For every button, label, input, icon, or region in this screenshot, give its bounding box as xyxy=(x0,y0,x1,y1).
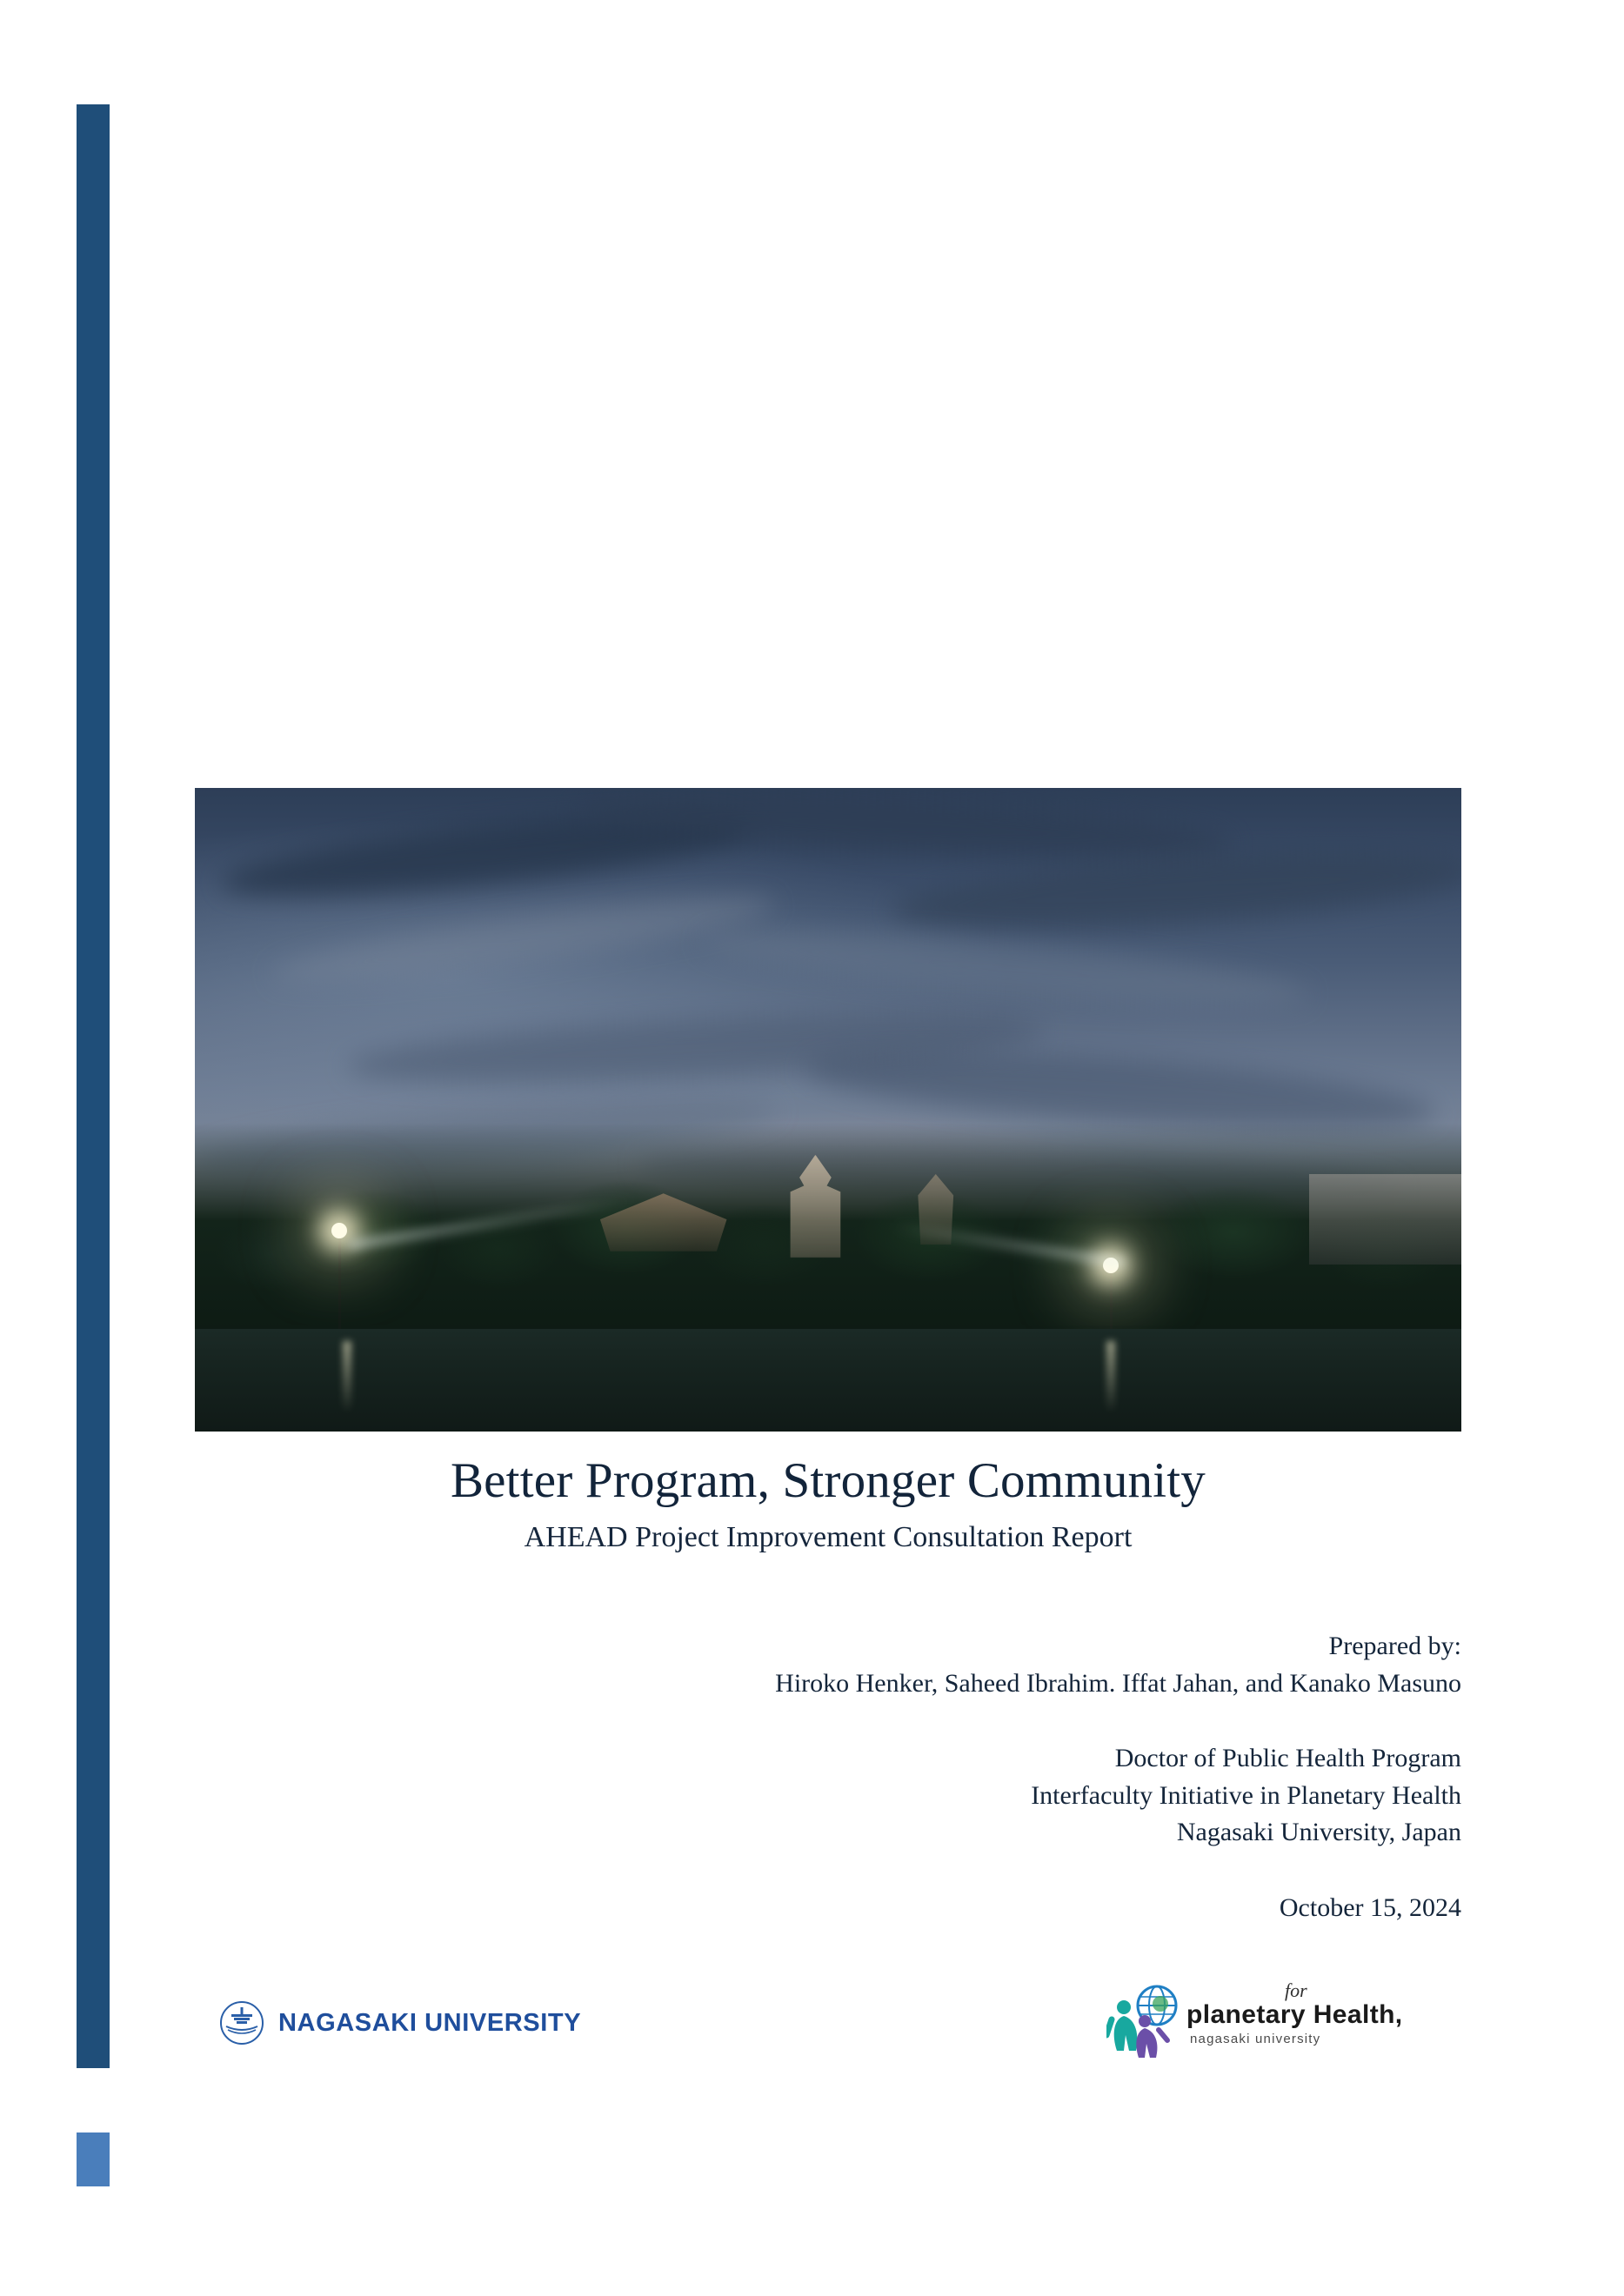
nagasaki-university-crest-icon xyxy=(219,2000,264,2046)
planetary-health-logo xyxy=(1106,1981,1420,2065)
photo-lamp-pole xyxy=(338,1230,341,1332)
photo-water xyxy=(195,1329,1461,1432)
title-block xyxy=(195,1454,1461,1555)
planetary-health-for-text: for xyxy=(1285,1979,1307,2001)
affiliation-line-3: Nagasaki University, Japan xyxy=(1176,1818,1461,1847)
document-meta xyxy=(195,1628,1461,1927)
planetary-health-wordmark: planetary Health, xyxy=(1186,2000,1403,2029)
affiliation-line-2: Interfaculty Initiative in Planetary Health xyxy=(1031,1780,1461,1810)
page-subtitle: AHEAD Project Improvement Consultation Report xyxy=(524,1520,1133,1553)
affiliation-line-1: Doctor of Public Health Program xyxy=(1114,1744,1461,1773)
document-date: October 15, 2024 xyxy=(1279,1892,1461,1922)
left-accent-bar xyxy=(77,104,110,2068)
left-accent-bar-small xyxy=(77,2132,110,2186)
prepared-by-label: Prepared by: xyxy=(1328,1632,1461,1660)
nagasaki-university-wordmark: NAGASAKI UNIVERSITY xyxy=(278,2008,582,2037)
photo-water-reflection xyxy=(343,1341,351,1412)
authors-line: Hiroko Henker, Saheed Ibrahim. Iffat Jahan, and Kanako Masuno xyxy=(775,1668,1461,1698)
meta-spacer xyxy=(195,1702,1461,1740)
meta-spacer xyxy=(195,1852,1461,1890)
planetary-health-subtext: nagasaki university xyxy=(1190,2032,1321,2046)
page-title: Better Program, Stronger Community xyxy=(450,1453,1206,1508)
photo-street-lamp xyxy=(331,1223,347,1238)
photo-building xyxy=(1309,1174,1461,1265)
planetary-health-globe-figure-icon xyxy=(1106,2050,1190,2065)
photo-water-reflection xyxy=(1106,1341,1115,1412)
nagasaki-university-logo xyxy=(219,2000,581,2046)
cover-photo xyxy=(195,788,1461,1432)
